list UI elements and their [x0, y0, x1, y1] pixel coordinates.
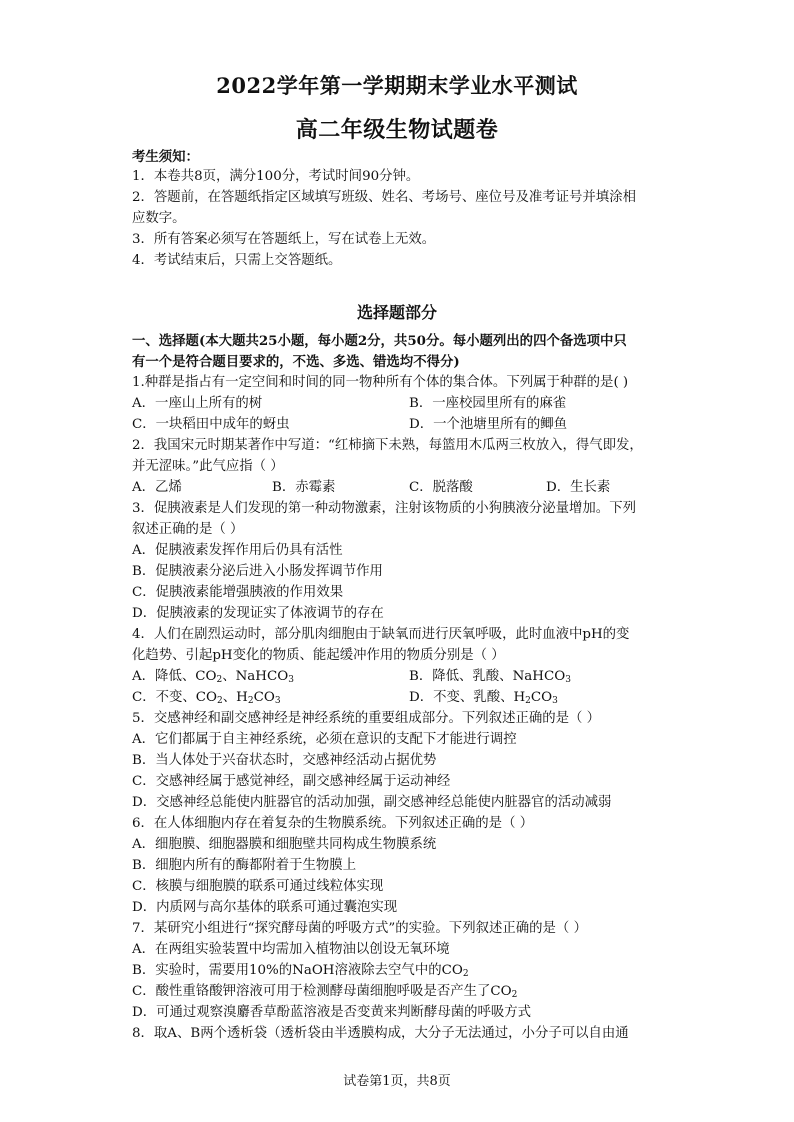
option-text: CO — [530, 690, 553, 705]
option-b — [132, 961, 672, 981]
subscript: 2 — [216, 675, 223, 685]
option-a: A．促胰液素发挥作用后仍具有活性 — [132, 543, 343, 558]
option-a: A．一座山上所有的树 — [132, 396, 263, 411]
option-b: B．促胰液素分泌后进入小肠发挥调节作用 — [132, 564, 383, 579]
subscript: 2 — [511, 990, 518, 1000]
question-3-stem: 叙述正确的是（ ） — [132, 522, 244, 537]
subscript: 3 — [565, 675, 571, 685]
option-d: D．生长素 — [546, 480, 611, 495]
option-a — [132, 667, 294, 687]
instructions-line: 一、选择题(本大题共25小题，每小题2分，共50分。每小题列出的四个备选项中只 — [132, 333, 627, 349]
question-4-stem: 4．人们在剧烈运动时，部分肌肉细胞由于缺氧而进行厌氧呼吸，此时血液中pH的变 — [132, 627, 630, 642]
option-text: 、H — [222, 690, 248, 705]
subscript: 2 — [462, 969, 469, 979]
option-d: D．促胰液素的发现证实了体液调节的存在 — [132, 606, 384, 621]
option-c: C．脱落酸 — [409, 480, 473, 495]
page-footer: 试卷第1页，共8页 — [343, 1074, 451, 1089]
notice-item: 1．本卷共8页，满分100分，考试时间90分钟。 — [132, 169, 420, 184]
option-c: C．促胰液素能增强胰液的作用效果 — [132, 585, 344, 600]
instructions-line: 有一个是符合题目要求的，不选、多选、错选均不得分) — [132, 354, 460, 370]
question-7-stem: 7．某研究小组进行“探究酵母菌的呼吸方式”的实验。下列叙述正确的是（ ） — [132, 921, 587, 936]
option-d: D．内质网与高尔基体的联系可通过囊泡实现 — [132, 900, 398, 915]
option-text: C．不变、CO — [132, 690, 218, 705]
option-text: 、NaHCO — [222, 669, 289, 684]
exam-subtitle: 高二年级生物试题卷 — [295, 117, 499, 143]
question-5-stem: 5．交感神经和副交感神经是神经系统的重要组成部分。下列叙述正确的是（ ） — [132, 711, 601, 726]
question-4-stem: 化趋势、引起pH变化的物质、能起缓冲作用的物质分别是（ ） — [132, 648, 505, 663]
option-d — [409, 688, 558, 708]
option-text: D．不变、乳酸、H — [409, 690, 526, 705]
notice-item: 3．所有答案必须写在答题纸上，写在试卷上无效。 — [132, 232, 436, 247]
option-text: B．实验时，需要用10%的NaOH溶液除去空气中的CO — [132, 963, 463, 978]
option-a: A．细胞膜、细胞器膜和细胞壁共同构成生物膜系统 — [132, 837, 437, 852]
option-text: A．降低、CO — [132, 669, 217, 684]
subscript: 2 — [217, 696, 223, 706]
notice-item: 应数字。 — [132, 211, 186, 226]
option-b: B．一座校园里所有的麻雀 — [409, 396, 567, 411]
option-b: B．细胞内所有的酶都附着于生物膜上 — [132, 858, 357, 873]
option-a: A．在两组实验装置中均需加入植物油以创设无氧环境 — [132, 942, 450, 957]
option-a: A．它们都属于自主神经系统，必须在意识的支配下才能进行调控 — [132, 732, 517, 747]
notice-heading: 考生须知： — [132, 149, 199, 165]
subscript: 2 — [247, 696, 254, 706]
question-6-stem: 6．在人体细胞内存在着复杂的生物膜系统。下列叙述正确的是（ ） — [132, 816, 534, 831]
notice-item: 2．答题前，在答题纸指定区域填写班级、姓名、考场号、座位号及准考证号并填涂相 — [132, 190, 636, 205]
section-title: 选择题部分 — [356, 303, 437, 322]
option-d: D．一个池塘里所有的鲫鱼 — [409, 417, 568, 432]
question-1-stem: 1.种群是指占有一定空间和时间的同一物种所有个体的集合体。下列属于种群的是( ) — [132, 375, 629, 390]
option-c — [132, 982, 672, 1002]
option-c: C．一块稻田中成年的蚜虫 — [132, 417, 290, 432]
option-d: D．可通过观察溴麝香草酚蓝溶液是否变黄来判断酵母菌的呼吸方式 — [132, 1005, 532, 1020]
question-2-stem: 并无涩味。”此气应指（ ） — [132, 459, 284, 474]
question-8-stem: 8．取A、B两个透析袋（透析袋由半透膜构成，大分子无法通过，小分子可以自由通 — [132, 1026, 629, 1041]
notice-item: 4．考试结束后，只需上交答题纸。 — [132, 253, 342, 268]
option-a: A．乙烯 — [132, 480, 182, 495]
option-c: C．核膜与细胞膜的联系可通过线粒体实现 — [132, 879, 384, 894]
subscript: 2 — [525, 696, 531, 706]
option-text: CO — [253, 690, 275, 705]
option-d: D．交感神经总能使内脏器官的活动加强，副交感神经总能使内脏器官的活动减弱 — [132, 795, 612, 810]
option-text: B．降低、乳酸、NaHCO — [409, 669, 566, 684]
option-b: B．赤霉素 — [272, 480, 336, 495]
exam-title: 2022学年第一学期期末学业水平测试 — [216, 73, 578, 98]
subscript: 3 — [288, 675, 294, 685]
option-c — [132, 688, 281, 708]
subscript: 3 — [552, 696, 558, 706]
option-b: B．当人体处于兴奋状态时，交感神经活动占据优势 — [132, 753, 437, 768]
subscript: 3 — [274, 696, 281, 706]
option-c: C．交感神经属于感觉神经，副交感神经属于运动神经 — [132, 774, 451, 789]
option-b — [409, 667, 571, 687]
question-2-stem: 2．我国宋元时期某著作中写道：“红柿摘下未熟，每篮用木瓜两三枚放入，得气即发， — [132, 438, 643, 453]
question-3-stem: 3．促胰液素是人们发现的第一种动物激素，注射该物质的小狗胰液分泌量增加。下列 — [132, 501, 636, 516]
option-text: C．酸性重铬酸钾溶液可用于检测酵母菌细胞呼吸是否产生了CO — [132, 984, 512, 999]
